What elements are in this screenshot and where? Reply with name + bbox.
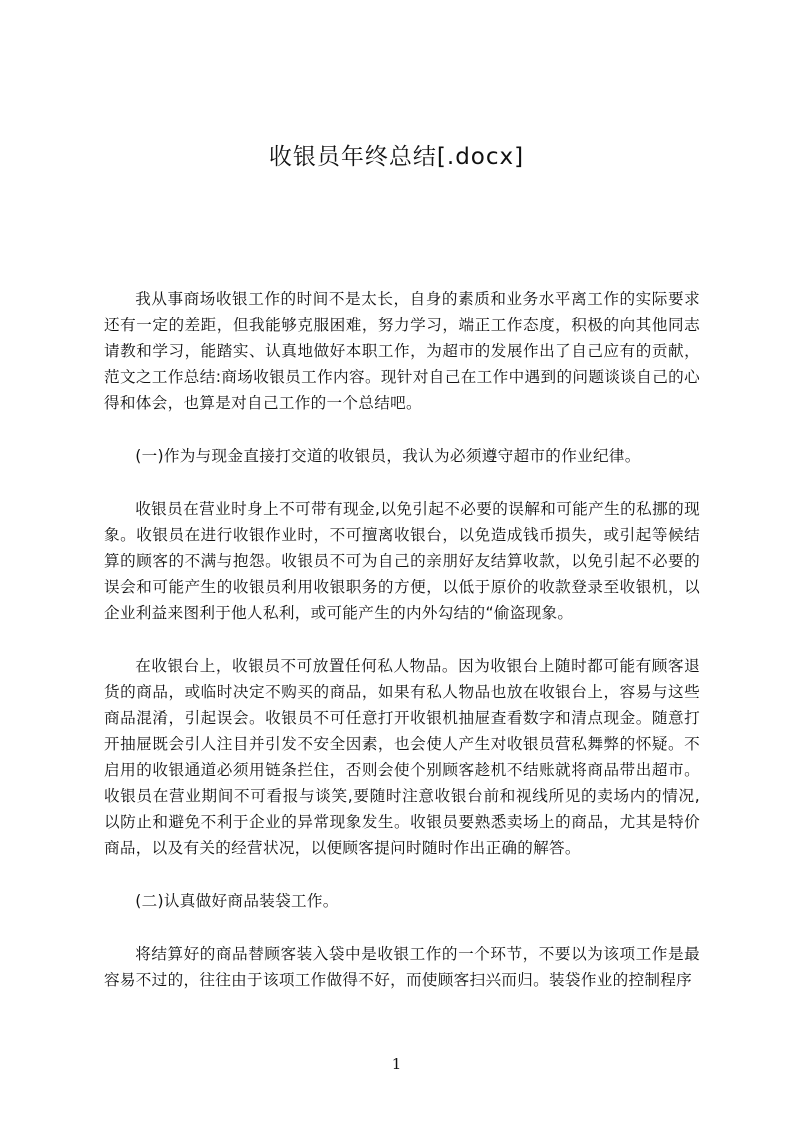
page-number: 1 <box>391 1055 402 1073</box>
section-heading-1: (一)作为与现金直接打交道的收银员，我认为必须遵守超市的作业纪律。 <box>135 447 641 465</box>
paragraph-gap <box>104 914 700 941</box>
paragraph-counter-rules: 在收银台上，收银员不可放置任何私人物品。因为收银台上随时都可能有顾客退货的商品，或临时决定不购买的商品，如果有私人物品也放在收银台上，容易与这些商品混淆，引起误会。收银员不可任意打开收银机抽屉查看数字和清点现金。随意打开抽屉既会引人注目并引发不安全因素，也会使人产生对收银员营私舞弊的怀疑。不启用的收银通道必须用链条拦住，否则会使个别顾客趁机不结账就将商品带出超市。收银员在营业期间不可看报与谈笑,要随时注意收银台前和视线所见的卖场内的情况,以防止和避免不利于企业的异常现象发生。收银员要熟悉卖场上的商品，尤其是特价商品，以及有关的经营状况，以便顾客提问时随时作出正确的解答。 <box>104 657 700 857</box>
section-heading-2: (二)认真做好商品装袋工作。 <box>135 892 339 910</box>
paragraph-gap <box>104 626 700 653</box>
paragraph-bagging: 将结算好的商品替顾客装入袋中是收银工作的一个环节，不要以为该项工作是最容易不过的，往往由于该项工作做得不好，而使顾客扫兴而归。装袋作业的控制程序 <box>104 945 700 989</box>
document-body <box>104 286 700 993</box>
paragraph-gap <box>104 861 700 888</box>
document-title: 收银员年终总结[.docx] <box>268 144 525 170</box>
paragraph-intro: 我从事商场收银工作的时间不是太长，自身的素质和业务水平离工作的实际要求还有一定的差距，但我能够克服困难，努力学习，端正工作态度，积极的向其他同志请教和学习，能踏实、认真地做好本职工作，为超市的发展作出了自己应有的贡献，范文之工作总结:商场收银员工作内容。现针对自己在工作中遇到的问题谈谈自己的心得和体会，也算是对自己工作的一个总结吧。 <box>104 290 700 412</box>
paragraph-gap <box>104 416 700 443</box>
paragraph-cash-rules: 收银员在营业时身上不可带有现金,以免引起不必要的误解和可能产生的私挪的现象。收银员在进行收银作业时，不可擅离收银台，以免造成钱币损失，或引起等候结算的顾客的不满与抱怨。收银员不可为自己的亲朋好友结算收款，以免引起不必要的误会和可能产生的收银员利用收银职务的方便，以低于原价的收款登录至收银机，以企业利益来图利于他人私利，或可能产生的内外勾结的“偷盗现象。 <box>104 500 700 622</box>
paragraph-gap <box>104 469 700 496</box>
